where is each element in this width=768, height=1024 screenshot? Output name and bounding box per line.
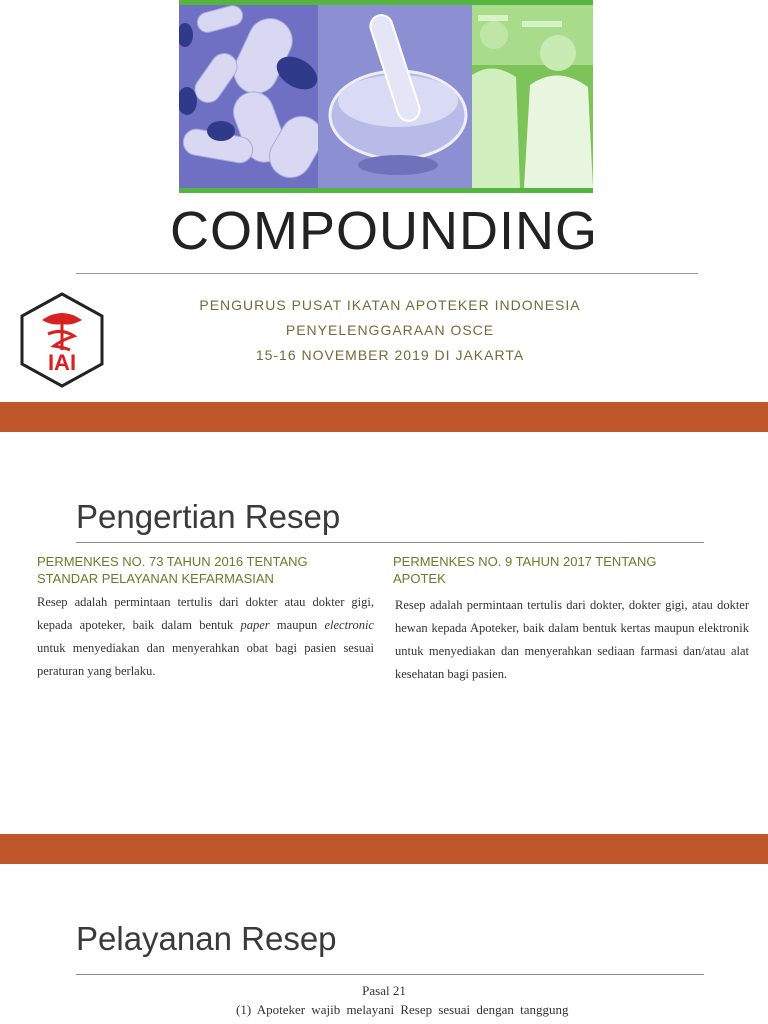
emphasis-electronic: electronic: [324, 618, 374, 632]
slide-title: Pengertian Resep: [76, 498, 341, 535]
article-paragraph: (1) Apoteker wajib melayani Resep sesuai dengan tanggung: [236, 1002, 569, 1017]
subtitle-line-1: PENGURUS PUSAT IKATAN APOTEKER INDONESIA: [199, 297, 581, 313]
capsules-photo: [179, 5, 318, 188]
iai-logo: [14, 290, 110, 390]
definition-slide: [0, 432, 768, 834]
pharmacist-photo: [472, 5, 593, 188]
subtitle-block: [170, 293, 610, 368]
service-slide: [0, 864, 768, 1024]
text-part: untuk menyediakan dan menyerahkan obat bagi pasien sesuai peraturan yang berlaku.: [37, 641, 374, 678]
text-part: Resep adalah permintaan tertulis dari dokter atau dokter gigi, kepada apoteker, baik dalam bentuk: [37, 595, 374, 632]
banner-bottom-stripe: [179, 188, 593, 193]
slide-title: Pelayanan Resep: [76, 920, 337, 957]
emphasis-paper: paper: [240, 618, 270, 632]
presentation-title: COMPOUNDING: [170, 201, 598, 261]
header-photo-banner: [179, 0, 593, 196]
subtitle-line-3: 15-16 NOVEMBER 2019 DI JAKARTA: [255, 347, 525, 363]
title-rule: [76, 273, 698, 274]
mortar-pestle-photo: [318, 5, 472, 188]
iai-logo-text: IAI: [47, 350, 77, 375]
left-column-heading: PERMENKES NO. 73 TAHUN 2016 TENTANG STANDAR PELAYANAN KEFARMASIAN: [37, 554, 308, 586]
title-rule: [76, 542, 704, 543]
title-slide: [0, 0, 768, 402]
article-heading: Pasal 21: [362, 983, 406, 998]
slide-divider: [0, 834, 768, 864]
title-rule: [76, 974, 704, 975]
text-part: maupun: [269, 618, 325, 632]
subtitle-line-2: PENYELENGGARAAN OSCE: [285, 322, 495, 338]
left-column-text: [37, 591, 374, 683]
right-column-text: Resep adalah permintaan tertulis dari dokter, dokter gigi, atau dokter hewan kepada Apoteker, baik dalam bentuk kertas maupun elektronik untuk menyediakan dan menyerahkan sediaan farmasi dan/atau alat kesehatan bagi pasien.: [395, 598, 749, 681]
slide-divider: [0, 402, 768, 432]
right-column-heading: PERMENKES NO. 9 TAHUN 2017 TENTANG APOTEK: [393, 554, 657, 586]
